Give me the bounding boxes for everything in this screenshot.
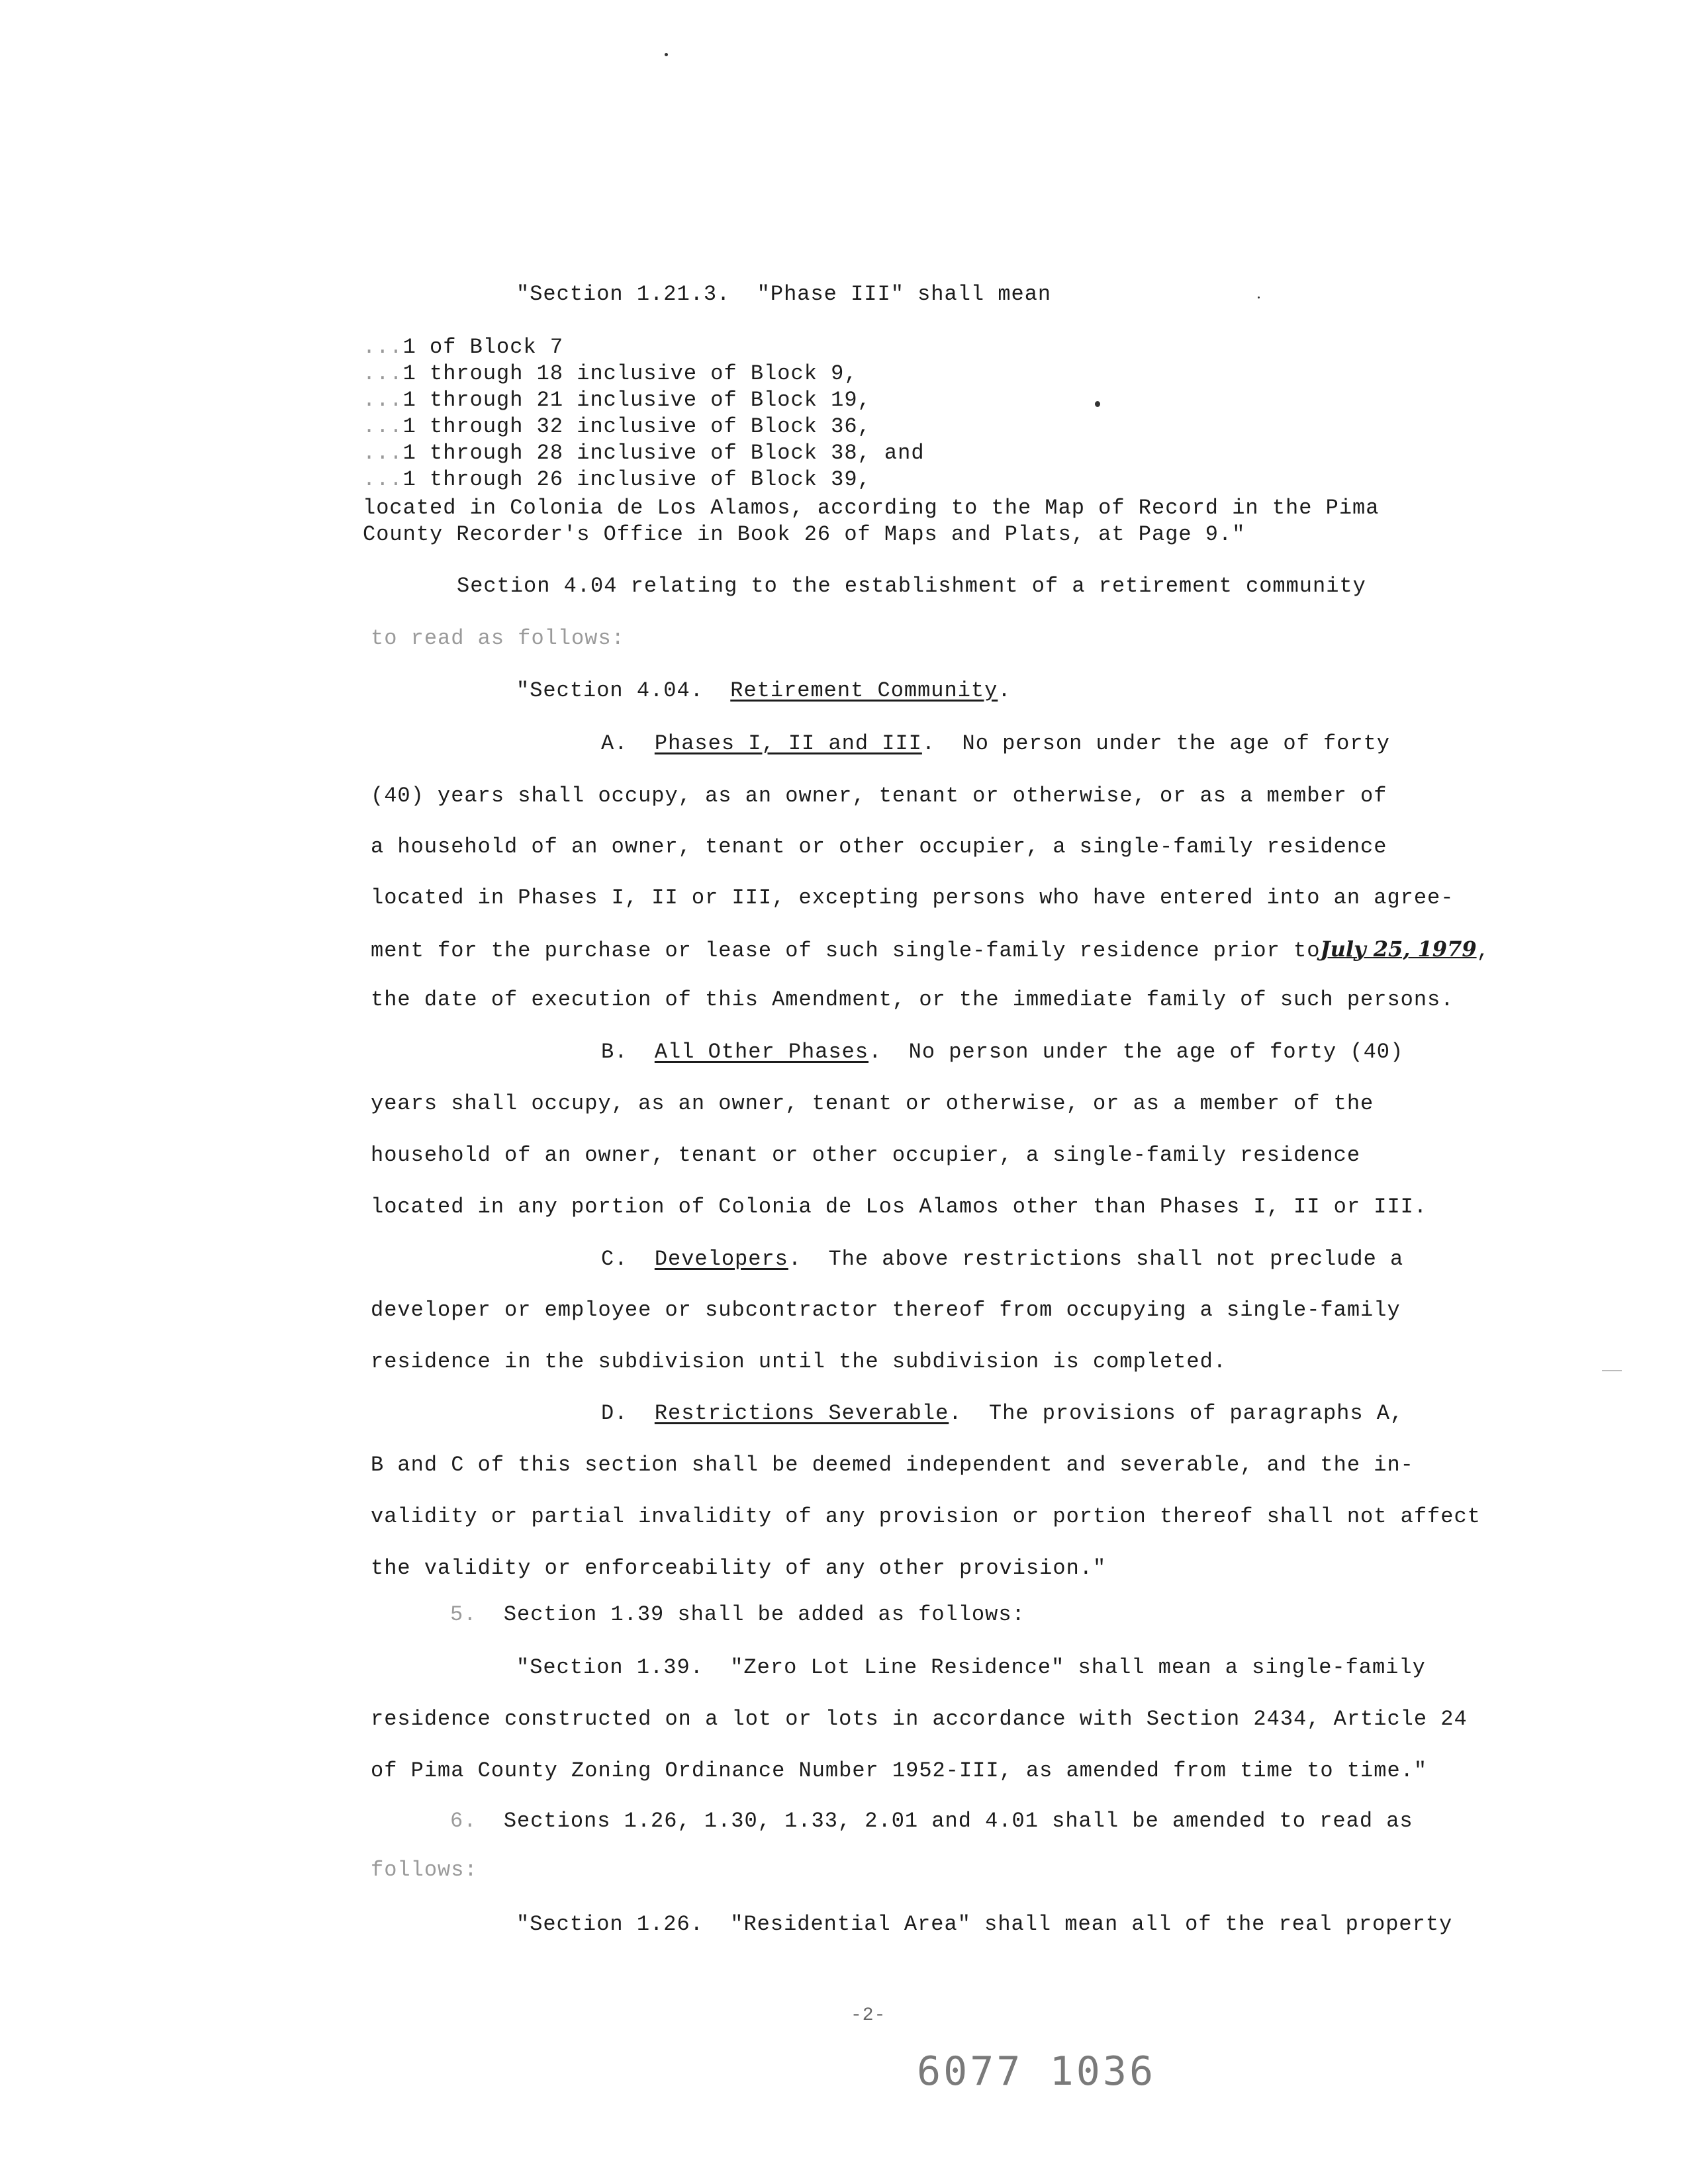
item-prefix: ... — [363, 441, 403, 465]
item-text: 1 through 32 inclusive of Block 36, — [402, 414, 871, 439]
section-title: Retirement Community — [730, 678, 998, 703]
section-label: "Section 4.04. — [516, 678, 704, 703]
scan-mark — [1602, 1370, 1622, 1371]
para-a-line-3: a household of an owner, tenant or other occupier, a single-family residence — [371, 835, 1387, 859]
para-d-line-4: the validity or enforceability of any other provision." — [371, 1556, 1107, 1580]
para-b-line-1 — [601, 1039, 1403, 1066]
scan-speck — [665, 53, 668, 56]
item-text: Section 1.39 shall be added as follows: — [503, 1602, 1025, 1627]
para-title: Restrictions Severable — [654, 1401, 949, 1426]
para-letter: A. — [601, 731, 628, 756]
para-b-line-4: located in any portion of Colonia de Los Alamos other than Phases I, II or III. — [371, 1195, 1428, 1219]
para-a-line-5 — [371, 936, 1490, 964]
para-c-line-3: residence in the subdivision until the subdivision is completed. — [371, 1349, 1227, 1374]
para-title: Phases I, II and III — [654, 731, 922, 756]
phase-iii-item — [363, 440, 925, 467]
para-a-line-1 — [601, 731, 1390, 757]
para-c-line-1 — [601, 1246, 1403, 1273]
para-c-line-2: developer or employee or subcontractor thereof from occupying a single-family — [371, 1298, 1401, 1322]
item-prefix: ... — [363, 361, 403, 386]
para-title: Developers — [654, 1247, 788, 1271]
para-letter: C. — [601, 1247, 628, 1271]
item-number: 5. — [450, 1602, 477, 1627]
located-line-1: located in Colonia de Los Alamos, according to the Map of Record in the Pima — [363, 496, 1380, 520]
para-letter: D. — [601, 1401, 628, 1426]
para-a-line-6: the date of execution of this Amendment, or the immediate family of such persons. — [371, 987, 1454, 1012]
recorder-stamp: 6077 1036 — [917, 2048, 1156, 2095]
item-text: 1 of Block 7 — [402, 335, 564, 359]
scan-speck — [1095, 401, 1100, 407]
scan-speck — [1258, 296, 1260, 298]
item-text: 1 through 21 inclusive of Block 19, — [402, 388, 871, 412]
item-6-line-2: follows: — [371, 1858, 478, 1882]
para-a-line-4: located in Phases I, II or III, excepting persons who have entered into an agree- — [371, 886, 1454, 910]
para-d-line-3: validity or partial invalidity of any provision or portion thereof shall not affect — [371, 1504, 1481, 1529]
section-1-39-line-2: residence constructed on a lot or lots in accordance with Section 2434, Article 24 — [371, 1707, 1468, 1731]
item-number: 6. — [450, 1809, 477, 1833]
section-1-39-line-1: "Section 1.39. "Zero Lot Line Residence" shall mean a single-family — [516, 1655, 1426, 1680]
para-text: ment for the purchase or lease of such single-family residence prior to — [371, 938, 1321, 963]
para-text: . The above restrictions shall not preclude a — [788, 1247, 1404, 1271]
item-text: 1 through 28 inclusive of Block 38, and — [402, 441, 925, 465]
para-text-end: , — [1476, 938, 1490, 963]
phase-iii-item — [363, 467, 871, 493]
item-prefix: ... — [363, 467, 403, 492]
phase-iii-item — [363, 361, 858, 387]
located-line-2: County Recorder's Office in Book 26 of Maps and Plats, at Page 9." — [363, 522, 1246, 547]
section-1-26-line: "Section 1.26. "Residential Area" shall mean all of the real property — [516, 1912, 1453, 1936]
item-6-line-1 — [450, 1808, 1413, 1835]
item-4-line-2: to read as follows: — [371, 626, 625, 651]
item-prefix: ... — [363, 388, 403, 412]
para-b-line-3: household of an owner, tenant or other occupier, a single-family residence — [371, 1143, 1361, 1167]
section-title-end: . — [998, 678, 1011, 703]
item-5 — [450, 1602, 1025, 1628]
item-text: 1 through 26 inclusive of Block 39, — [402, 467, 871, 492]
para-title: All Other Phases — [654, 1040, 869, 1064]
item-text: Sections 1.26, 1.30, 1.33, 2.01 and 4.01 shall be amended to read as — [503, 1809, 1413, 1833]
item-4-line-1: Section 4.04 relating to the establishment of a retirement community — [457, 574, 1366, 598]
para-letter: B. — [601, 1040, 628, 1064]
item-prefix: ... — [363, 414, 403, 439]
phase-iii-item — [363, 387, 871, 414]
para-b-line-2: years shall occupy, as an owner, tenant or otherwise, or as a member of the — [371, 1091, 1374, 1116]
page-number: -2- — [851, 2005, 886, 2026]
section-1-21-3-heading: "Section 1.21.3. "Phase III" shall mean — [516, 282, 1052, 306]
section-1-39-line-3: of Pima County Zoning Ordinance Number 1952-III, as amended from time to time." — [371, 1758, 1428, 1783]
para-text: . The provisions of paragraphs A, — [949, 1401, 1404, 1426]
para-text: . No person under the age of forty (40) — [868, 1040, 1404, 1064]
para-text: . No person under the age of forty — [921, 731, 1390, 756]
item-prefix: ... — [363, 335, 403, 359]
para-a-line-2: (40) years shall occupy, as an owner, tenant or otherwise, or as a member of — [371, 784, 1387, 808]
phase-iii-item — [363, 334, 563, 361]
phase-iii-item — [363, 414, 871, 440]
para-d-line-2: B and C of this section shall be deemed independent and severable, and the in- — [371, 1453, 1414, 1477]
para-d-line-1 — [601, 1400, 1403, 1427]
item-text: 1 through 18 inclusive of Block 9, — [402, 361, 858, 386]
section-4-04-heading — [516, 678, 1011, 704]
handwritten-date: July 25, 1979 — [1320, 936, 1477, 962]
